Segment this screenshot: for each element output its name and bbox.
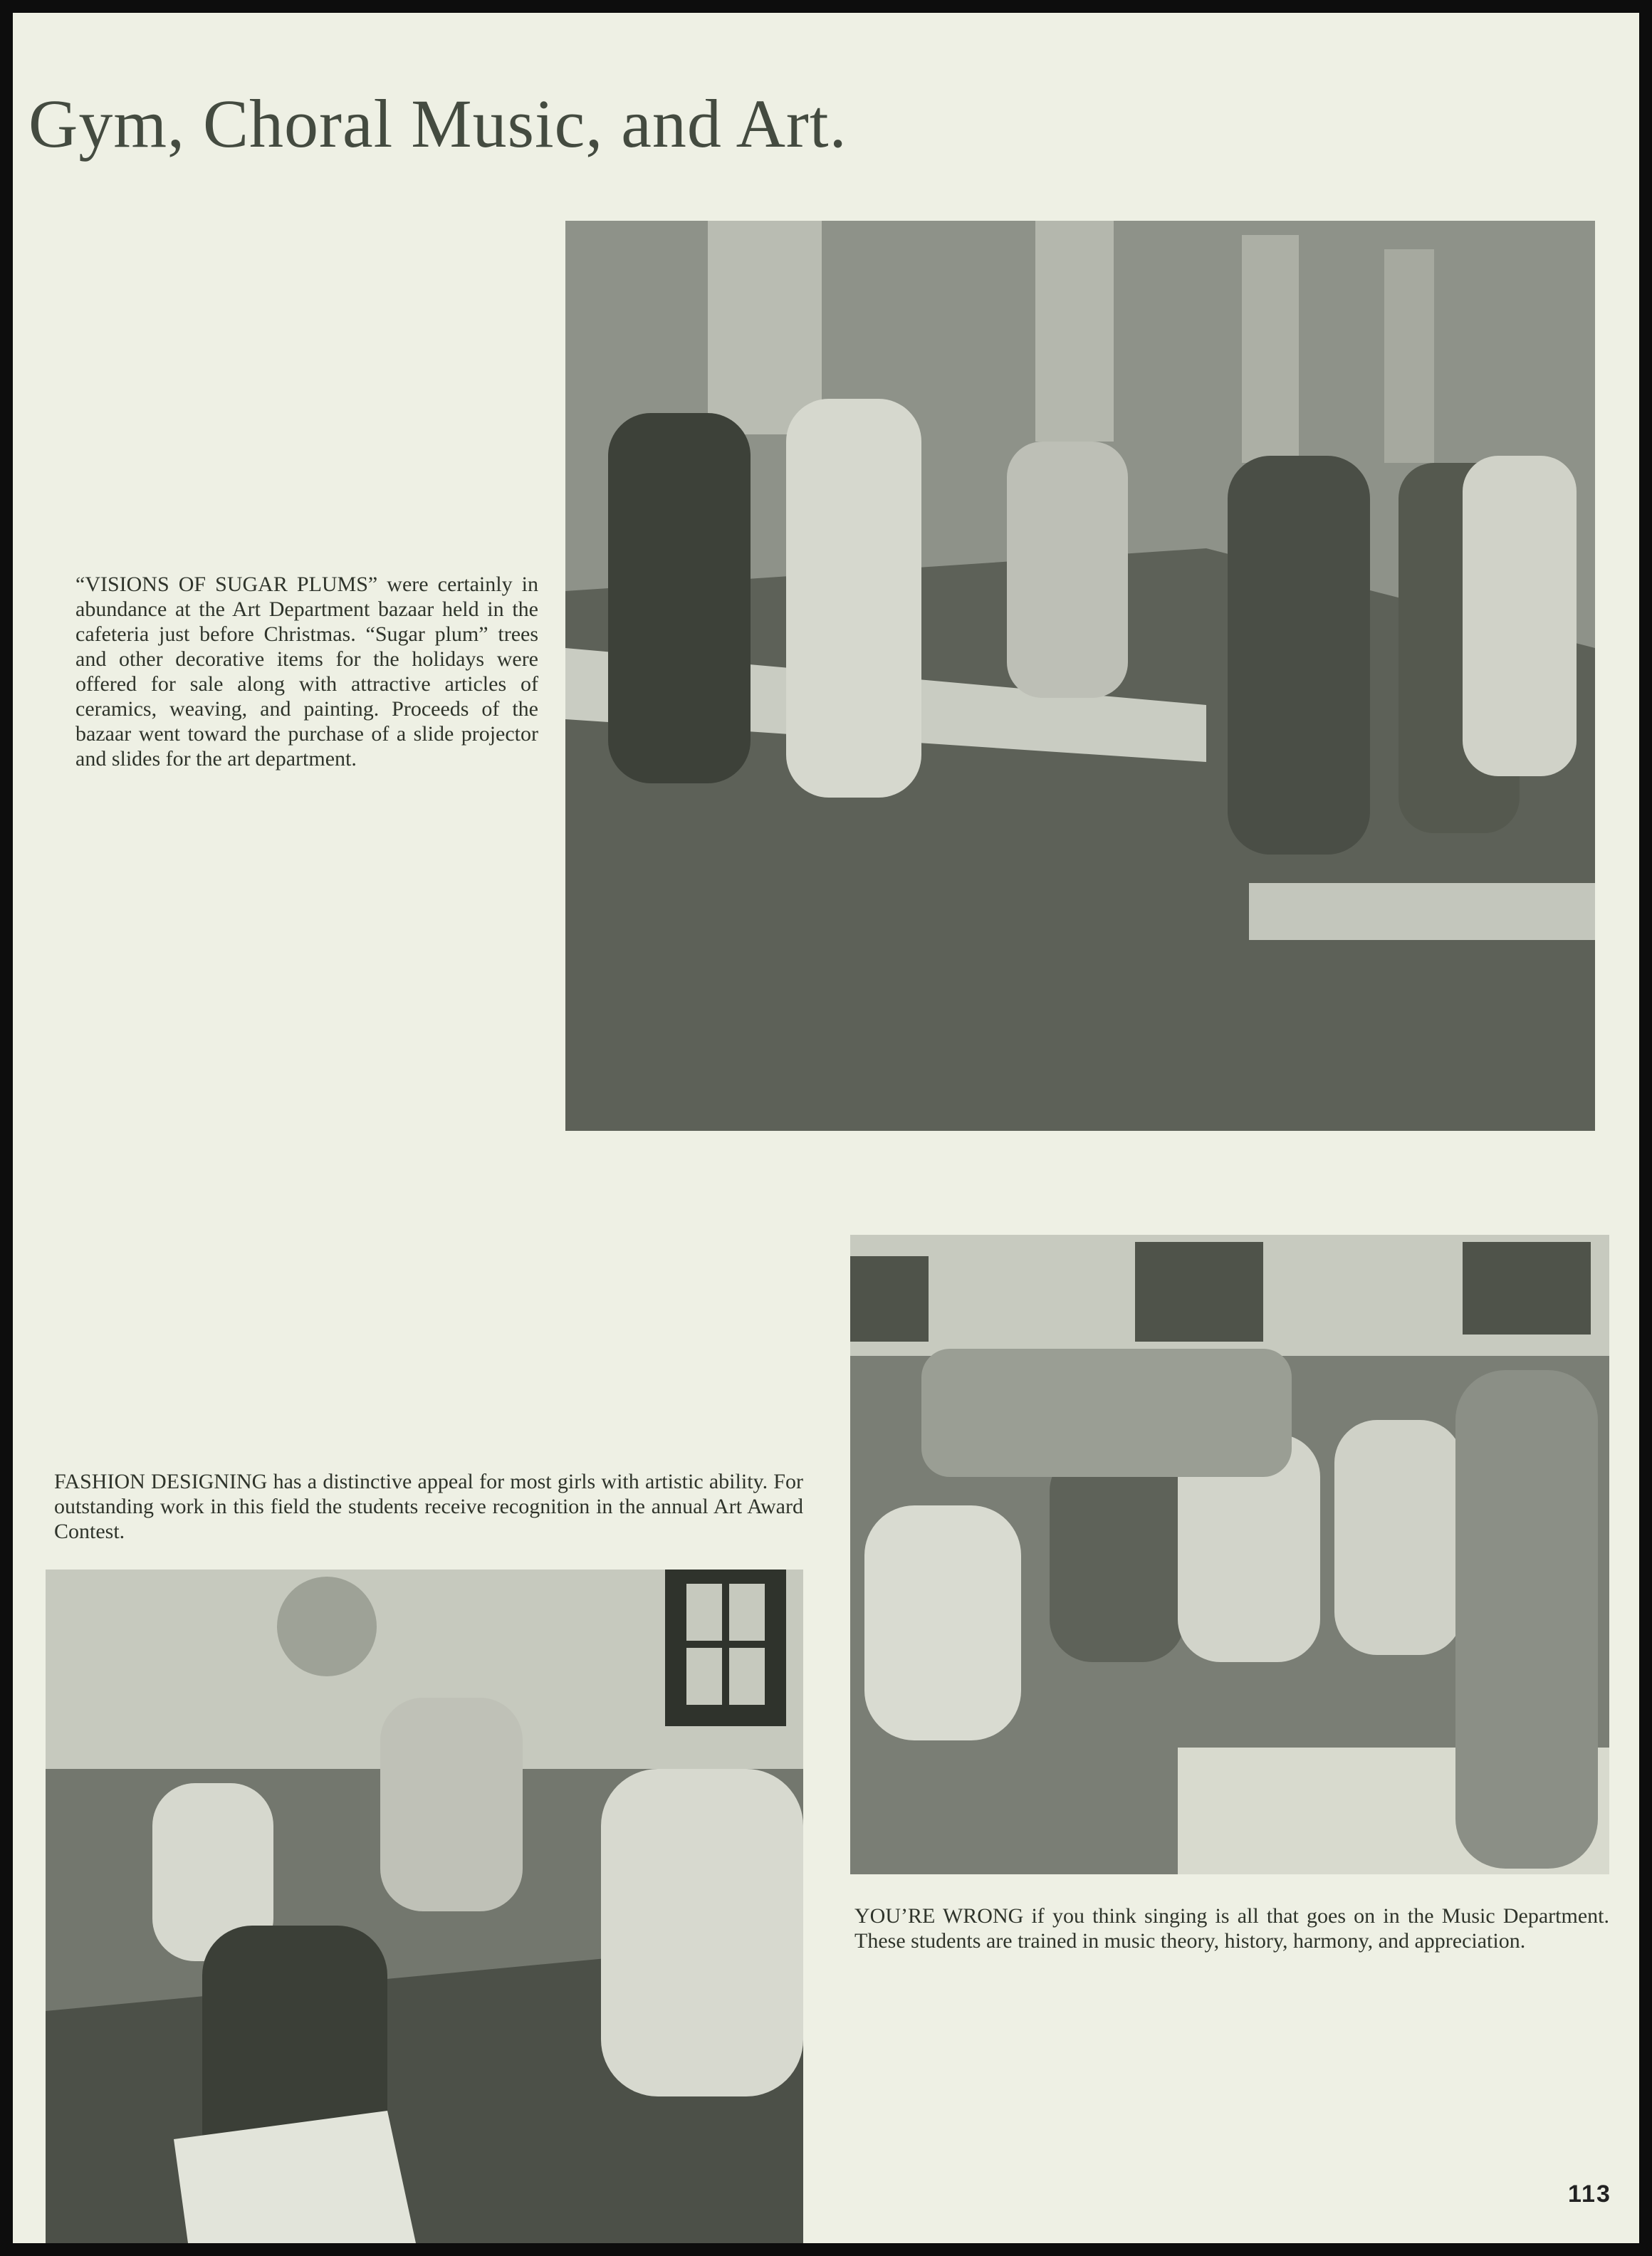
music-caption: YOU’RE WRONG if you think singing is all that goes on in the Music Department. These students are trained in music theory, history, harmony, and appreciation. [854, 1904, 1609, 1953]
fashion-caption: FASHION DESIGNING has a distinctive appeal for most girls with artistic ability. For outstanding work in this field the students receive recognition in the annual Art Award Contest. [54, 1470, 803, 1543]
page-number: 113 [1568, 2181, 1611, 2208]
fashion-class-photo [46, 1570, 803, 2243]
music-class-photo [850, 1235, 1609, 1874]
art-bazaar-caption: “VISIONS OF SUGAR PLUMS” were certainly in abundance at the Art Department bazaar held in the cafeteria just before Christmas. “Sugar plum” trees and other decorative items for the holidays were offered for sale along with attractive articles of ceramics, weaving, and painting. Proceeds of the bazaar went toward the purchase of a slide projector and slides for the art department. [75, 573, 538, 771]
fashion-class-photo-graphic [46, 1570, 803, 2243]
music-class-photo-graphic [850, 1235, 1609, 1874]
art-bazaar-photo-graphic [565, 221, 1595, 1131]
yearbook-page [13, 13, 1639, 2243]
art-bazaar-photo [565, 221, 1595, 1131]
page-title: Gym, Choral Music, and Art. [28, 85, 847, 162]
